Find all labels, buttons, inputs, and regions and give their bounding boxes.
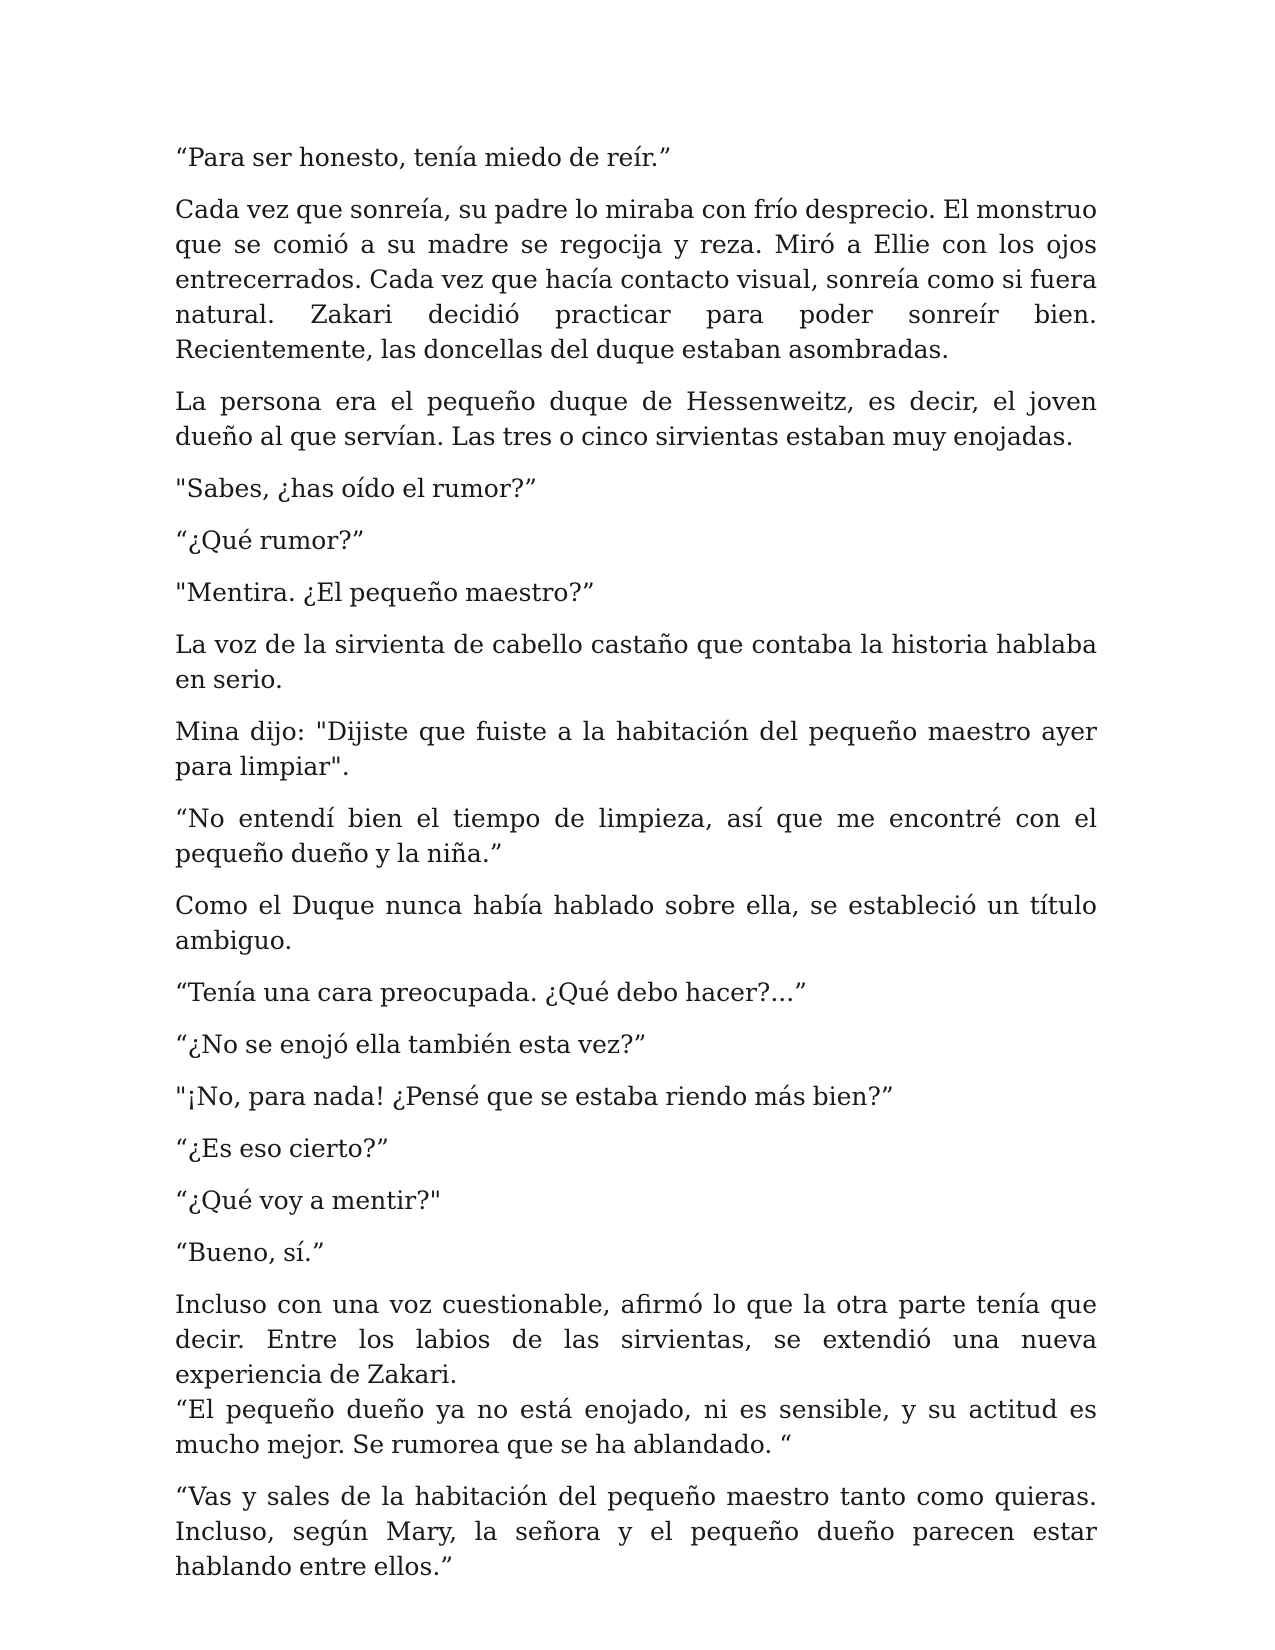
paragraph: Cada vez que sonreía, su padre lo miraba con frío desprecio. El monstruo que se comió a su madre se regocija y reza. Miró a Ellie con los ojos entrecerrados. Cada vez que hacía contacto visual, sonreía como si fuera natural. Zakari decidió practicar para poder sonreír bien. Recientemente, las doncellas del duque estaban asombradas. <box>175 195 1097 364</box>
paragraph: Mina dijo: "Dijiste que fuiste a la habitación del pequeño maestro ayer para limpiar". <box>175 717 1097 781</box>
paragraph: Como el Duque nunca había hablado sobre ella, se estableció un título ambiguo. <box>175 891 1097 955</box>
paragraph: “Vas y sales de la habitación del pequeño maestro tanto como quieras. Incluso, según Mary, la señora y el pequeño dueño parecen estar hablando entre ellos.” <box>175 1482 1097 1581</box>
paragraph: “No entendí bien el tiempo de limpieza, así que me encontré con el pequeño dueño y la niña.” <box>175 804 1097 868</box>
paragraph: “El pequeño dueño ya no está enojado, ni es sensible, y su actitud es mucho mejor. Se rumorea que se ha ablandado. “ <box>175 1395 1097 1459</box>
paragraph: Incluso con una voz cuestionable, afirmó lo que la otra parte tenía que decir. Entre los labios de las sirvientas, se extendió una nueva experiencia de Zakari. <box>175 1290 1097 1389</box>
paragraph: "¡No, para nada! ¿Pensé que se estaba riendo más bien?” <box>175 1082 894 1111</box>
paragraph: “Bueno, sí.” <box>175 1238 325 1267</box>
paragraph: “¿Qué voy a mentir?" <box>175 1186 442 1215</box>
paragraph: “Tenía una cara preocupada. ¿Qué debo hacer?...” <box>175 978 807 1007</box>
paragraph: "Mentira. ¿El pequeño maestro?” <box>175 578 595 607</box>
document-page <box>175 140 1097 1601</box>
paragraph: “¿Qué rumor?” <box>175 526 365 555</box>
paragraph: “Para ser honesto, tenía miedo de reír.” <box>175 143 672 172</box>
paragraph: La persona era el pequeño duque de Hessenweitz, es decir, el joven dueño al que servían. Las tres o cinco sirvientas estaban muy enojadas. <box>175 387 1097 451</box>
paragraph: “¿Es eso cierto?” <box>175 1134 389 1163</box>
paragraph: La voz de la sirvienta de cabello castaño que contaba la historia hablaba en serio. <box>175 630 1097 694</box>
paragraph: "Sabes, ¿has oído el rumor?” <box>175 474 537 503</box>
paragraph: “¿No se enojó ella también esta vez?” <box>175 1030 647 1059</box>
